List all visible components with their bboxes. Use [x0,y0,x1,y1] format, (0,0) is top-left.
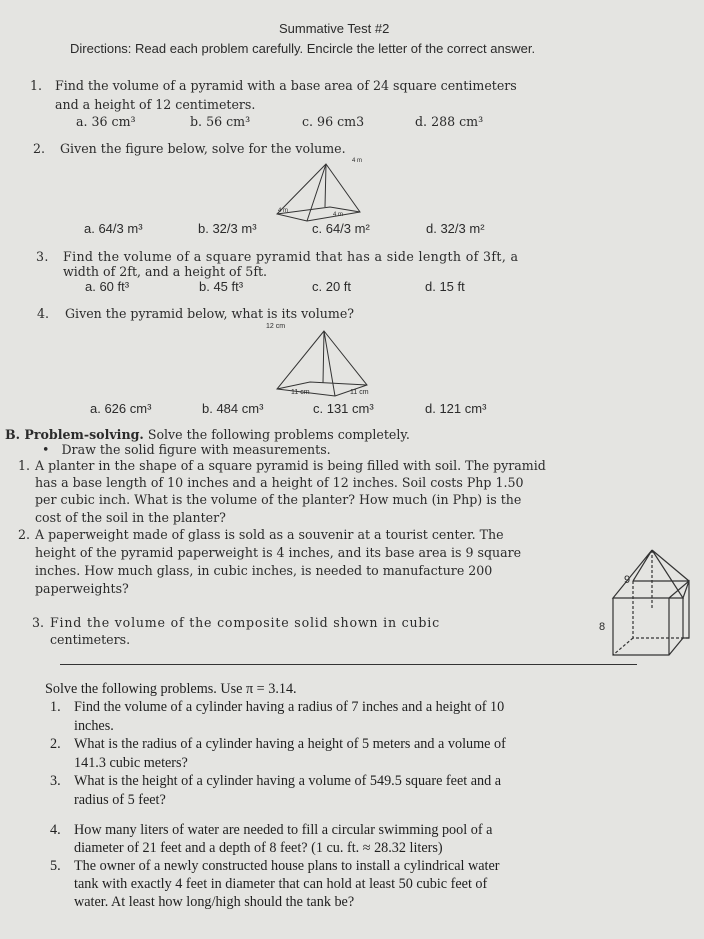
q1-number: 1. [30,78,43,93]
q3-choice-d: d. 15 ft [425,279,465,294]
b2-line: height of the pyramid paperweight is 4 inches, and its base area is 9 square [35,545,522,560]
q4-number: 4. [37,306,50,321]
q4-label-base1: 11 cm [291,389,310,396]
part-b-bullet: • Draw the solid figure with measurements. [42,442,331,457]
q1-choice-d: d. 288 cm³ [415,114,484,129]
q2-choice-b: b. 32/3 m³ [198,221,257,236]
c5-line: The owner of a newly constructed house plans to install a cylindrical water [74,858,500,874]
c4-number: 4. [50,822,61,838]
q1-line: and a height of 12 centimeters. [55,97,256,112]
q2-label-base1: 4 m [278,208,289,214]
c2-number: 2. [50,736,61,752]
b2-line: paperweights? [35,581,129,596]
q2-choice-a: a. 64/3 m³ [84,221,143,236]
c2-line: 141.3 cubic meters? [74,755,188,771]
b1-line: has a base length of 10 inches and a height of 12 inches. Soil costs Php 1.50 [35,475,524,490]
bullet-text: Draw the solid figure with measurements. [61,442,331,457]
q3-line: Find the volume of a square pyramid that has a side length of 3ft, a [63,249,519,264]
c4-line: How many liters of water are needed to fill a circular swimming pool of a [74,822,493,838]
b2-line: A paperweight made of glass is sold as a souvenir at a tourist center. The [35,527,504,542]
directions: Directions: Read each problem carefully. Encircle the letter of the correct answer. [70,41,536,56]
q4-choice-c: c. 131 cm³ [313,401,374,416]
q4-choice-d: d. 121 cm³ [425,401,487,416]
b1-number: 1. [18,458,31,473]
q1-line: Find the volume of a pyramid with a base area of 24 square centimeters [55,78,517,93]
q2-label-slant: 4 m [352,158,363,164]
q2-choice-c: c. 64/3 m² [312,221,370,236]
c4-line: diameter of 21 feet and a depth of 8 feet? (1 cu. ft. ≈ 28.32 liters) [74,840,443,856]
part-c-instruction: Solve the following problems. Use π = 3.14. [45,681,297,697]
b2-line: inches. How much glass, in cubic inches, is needed to manufacture 200 [35,563,493,578]
q3-choice-c: c. 20 ft [312,279,352,294]
composite-solid-figure [605,548,695,658]
c2-line: What is the radius of a cylinder having a height of 5 meters and a volume of [74,736,506,752]
b3-line: Find the volume of the composite solid shown in cubic [50,615,440,630]
q3-number: 3. [36,249,49,264]
b2-number: 2. [18,527,31,542]
composite-label-9: 9 [624,574,631,586]
q3-choice-a: a. 60 ft³ [85,279,130,294]
c5-line: tank with exactly 4 feet in diameter that can hold at least 50 cubic feet of [74,876,488,892]
q1-choice-b: b. 56 cm³ [190,114,251,129]
b1-line: A planter in the shape of a square pyramid is being filled with soil. The pyramid [35,458,546,473]
b1-line: cost of the soil in the planter? [35,510,226,525]
part-b-heading: B. Problem-solving. [5,427,144,442]
q4-choice-a: a. 626 cm³ [90,401,152,416]
pyramid-figure-q4 [270,327,380,397]
q3-line: width of 2ft, and a height of 5ft. [63,264,268,279]
q4-label-height: 12 cm [266,323,286,330]
c5-number: 5. [50,858,61,874]
b3-number: 3. [32,615,45,630]
composite-label-8: 8 [599,621,606,633]
q2-line: Given the figure below, solve for the volume. [60,141,346,156]
c5-line: water. At least how long/high should the tank be? [74,894,355,910]
section-divider [60,664,637,665]
c1-number: 1. [50,699,61,715]
c3-line: What is the height of a cylinder having a volume of 549.5 square feet and a [74,773,502,789]
q2-label-base2: 4 m [333,212,344,218]
q3-choice-b: b. 45 ft³ [199,279,244,294]
c3-line: radius of 5 feet? [74,792,166,808]
q2-choice-d: d. 32/3 m² [426,221,485,236]
b1-line: per cubic inch. What is the volume of the planter? How much (in Php) is the [35,492,522,507]
part-b-heading-line [5,428,410,441]
q2-number: 2. [33,141,46,156]
part-b-instruction: Solve the following problems completely. [147,427,410,442]
q4-choice-b: b. 484 cm³ [202,401,264,416]
c1-line: Find the volume of a cylinder having a radius of 7 inches and a height of 10 [74,699,505,715]
q4-line: Given the pyramid below, what is its volume? [65,306,355,321]
q1-choice-a: a. 36 cm³ [76,114,136,129]
test-title: Summative Test #2 [279,21,390,36]
c1-line: inches. [74,718,114,734]
c3-number: 3. [50,773,61,789]
q4-label-base2: 11 cm [350,389,369,396]
b3-line: centimeters. [50,632,131,647]
q1-choice-c: c. 96 cm3 [302,114,365,129]
